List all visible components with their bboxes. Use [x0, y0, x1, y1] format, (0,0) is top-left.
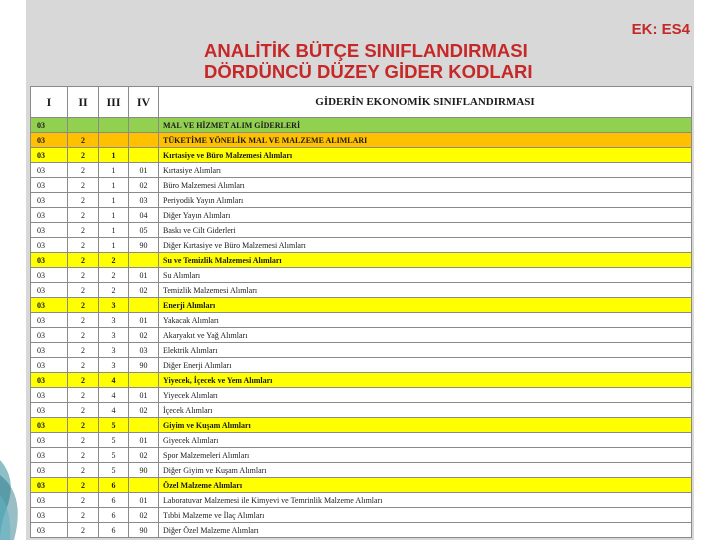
cell-description: Tıbbi Malzeme ve İlaç Alımları [159, 508, 692, 523]
table-row [31, 358, 692, 373]
cell-level-2-code: 2 [68, 148, 99, 163]
cell-level-4-code [129, 118, 159, 133]
table-row [31, 388, 692, 403]
cell-level-2-code: 2 [68, 133, 99, 148]
table-row [31, 403, 692, 418]
cell-level-1-code: 03 [31, 238, 68, 253]
cell-level-4-code [129, 298, 159, 313]
cell-level-1-code: 03 [31, 193, 68, 208]
table-header-row [31, 87, 692, 118]
table-row [31, 208, 692, 223]
cell-level-2-code: 2 [68, 493, 99, 508]
cell-level-2-code: 2 [68, 478, 99, 493]
cell-level-3-code: 6 [99, 508, 129, 523]
table-row [31, 178, 692, 193]
header-level-4: IV [129, 87, 159, 118]
cell-level-4-code: 90 [129, 358, 159, 373]
cell-description: Akaryakıt ve Yağ Alımları [159, 328, 692, 343]
cell-description: Kırtasiye ve Büro Malzemesi Alımları [159, 148, 692, 163]
cell-level-2-code: 2 [68, 418, 99, 433]
cell-level-1-code: 03 [31, 463, 68, 478]
table-row [31, 163, 692, 178]
table-row [31, 253, 692, 268]
cell-level-4-code: 90 [129, 463, 159, 478]
cell-level-2-code: 2 [68, 253, 99, 268]
cell-level-4-code: 01 [129, 433, 159, 448]
cell-level-2-code: 2 [68, 343, 99, 358]
cell-level-3-code: 1 [99, 208, 129, 223]
cell-level-4-code: 03 [129, 193, 159, 208]
cell-level-1-code: 03 [31, 523, 68, 538]
table-row [31, 238, 692, 253]
cell-level-4-code: 01 [129, 493, 159, 508]
cell-level-2-code: 2 [68, 268, 99, 283]
cell-level-4-code [129, 373, 159, 388]
cell-level-3-code: 4 [99, 403, 129, 418]
cell-level-2-code: 2 [68, 328, 99, 343]
cell-level-2-code: 2 [68, 163, 99, 178]
cell-description: Su Alımları [159, 268, 692, 283]
cell-level-2-code: 2 [68, 313, 99, 328]
annex-tag: EK: ES4 [631, 21, 690, 38]
table-row [31, 373, 692, 388]
cell-level-1-code: 03 [31, 508, 68, 523]
header-level-3: III [99, 87, 129, 118]
table-row [31, 298, 692, 313]
cell-level-1-code: 03 [31, 268, 68, 283]
page-title-line1: ANALİTİK BÜTÇE SINIFLANDIRMASI [204, 40, 528, 61]
table-row [31, 478, 692, 493]
cell-level-2-code: 2 [68, 223, 99, 238]
cell-level-2-code: 2 [68, 298, 99, 313]
cell-level-3-code: 3 [99, 328, 129, 343]
table-row [31, 118, 692, 133]
table-row [31, 223, 692, 238]
cell-level-3-code: 5 [99, 448, 129, 463]
cell-level-1-code: 03 [31, 178, 68, 193]
cell-level-1-code: 03 [31, 208, 68, 223]
cell-description: Elektrik Alımları [159, 343, 692, 358]
cell-level-2-code: 2 [68, 523, 99, 538]
cell-description: Diğer Enerji Alımları [159, 358, 692, 373]
cell-level-3-code [99, 118, 129, 133]
cell-level-1-code: 03 [31, 223, 68, 238]
cell-level-4-code: 02 [129, 283, 159, 298]
cell-level-4-code [129, 478, 159, 493]
cell-level-2-code: 2 [68, 178, 99, 193]
cell-level-3-code: 5 [99, 418, 129, 433]
table-row [31, 148, 692, 163]
cell-level-4-code: 01 [129, 268, 159, 283]
cell-level-3-code: 2 [99, 253, 129, 268]
cell-level-1-code: 03 [31, 163, 68, 178]
cell-level-4-code [129, 418, 159, 433]
cell-level-1-code: 03 [31, 148, 68, 163]
cell-description: Yiyecek, İçecek ve Yem Alımları [159, 373, 692, 388]
table-row [31, 508, 692, 523]
cell-level-1-code: 03 [31, 433, 68, 448]
cell-level-4-code [129, 133, 159, 148]
cell-description: Enerji Alımları [159, 298, 692, 313]
page-title [204, 40, 564, 82]
table-row [31, 343, 692, 358]
cell-level-3-code [99, 133, 129, 148]
cell-level-1-code: 03 [31, 298, 68, 313]
cell-level-3-code: 6 [99, 523, 129, 538]
cell-description: Su ve Temizlik Malzemesi Alımları [159, 253, 692, 268]
cell-level-3-code: 5 [99, 463, 129, 478]
cell-level-4-code: 02 [129, 448, 159, 463]
cell-level-4-code: 90 [129, 238, 159, 253]
cell-description: Yakacak Alımları [159, 313, 692, 328]
cell-description: Periyodik Yayın Alımları [159, 193, 692, 208]
cell-description: Diğer Yayın Alımları [159, 208, 692, 223]
cell-level-2-code: 2 [68, 208, 99, 223]
cell-level-3-code: 4 [99, 388, 129, 403]
cell-level-1-code: 03 [31, 328, 68, 343]
cell-level-4-code [129, 253, 159, 268]
cell-level-3-code: 5 [99, 433, 129, 448]
cell-level-1-code: 03 [31, 133, 68, 148]
cell-description: Diğer Kırtasiye ve Büro Malzemesi Alımları [159, 238, 692, 253]
cell-level-1-code: 03 [31, 403, 68, 418]
cell-level-4-code: 01 [129, 163, 159, 178]
cell-level-2-code: 2 [68, 238, 99, 253]
expense-code-table-container [30, 86, 691, 538]
cell-description: Diğer Giyim ve Kuşam Alımları [159, 463, 692, 478]
table-row [31, 313, 692, 328]
cell-description: Laboratuvar Malzemesi ile Kimyevi ve Temrinlik Malzeme Alımları [159, 493, 692, 508]
cell-level-2-code: 2 [68, 433, 99, 448]
cell-level-2-code [68, 118, 99, 133]
cell-level-3-code: 1 [99, 163, 129, 178]
cell-level-3-code: 1 [99, 223, 129, 238]
cell-level-4-code: 02 [129, 178, 159, 193]
table-row [31, 523, 692, 538]
cell-description: Büro Malzemesi Alımları [159, 178, 692, 193]
cell-description: Diğer Özel Malzeme Alımları [159, 523, 692, 538]
cell-level-4-code: 03 [129, 343, 159, 358]
table-row [31, 328, 692, 343]
cell-level-3-code: 1 [99, 193, 129, 208]
cell-description: Kırtasiye Alımları [159, 163, 692, 178]
cell-level-4-code: 02 [129, 508, 159, 523]
cell-level-4-code: 02 [129, 403, 159, 418]
cell-level-1-code: 03 [31, 118, 68, 133]
cell-description: TÜKETİME YÖNELİK MAL VE MALZEME ALIMLARI [159, 133, 692, 148]
cell-level-4-code: 04 [129, 208, 159, 223]
cell-level-2-code: 2 [68, 358, 99, 373]
cell-description: Özel Malzeme Alımları [159, 478, 692, 493]
table-row [31, 133, 692, 148]
expense-code-table [30, 86, 692, 538]
cell-level-2-code: 2 [68, 508, 99, 523]
cell-level-1-code: 03 [31, 418, 68, 433]
cell-level-3-code: 1 [99, 148, 129, 163]
cell-level-2-code: 2 [68, 373, 99, 388]
cell-level-1-code: 03 [31, 283, 68, 298]
cell-level-4-code: 01 [129, 313, 159, 328]
cell-description: Spor Malzemeleri Alımları [159, 448, 692, 463]
cell-level-1-code: 03 [31, 253, 68, 268]
cell-level-1-code: 03 [31, 388, 68, 403]
cell-level-2-code: 2 [68, 193, 99, 208]
cell-level-2-code: 2 [68, 403, 99, 418]
cell-level-1-code: 03 [31, 478, 68, 493]
cell-level-3-code: 6 [99, 478, 129, 493]
table-body [31, 118, 692, 538]
cell-description: MAL VE HİZMET ALIM GİDERLERİ [159, 118, 692, 133]
cell-level-4-code: 05 [129, 223, 159, 238]
cell-description: İçecek Alımları [159, 403, 692, 418]
table-row [31, 448, 692, 463]
cell-level-4-code: 02 [129, 328, 159, 343]
table-row [31, 268, 692, 283]
cell-level-2-code: 2 [68, 388, 99, 403]
cell-level-4-code: 90 [129, 523, 159, 538]
cell-level-4-code [129, 148, 159, 163]
cell-description: Giyim ve Kuşam Alımları [159, 418, 692, 433]
header-level-2: II [68, 87, 99, 118]
cell-description: Temizlik Malzemesi Alımları [159, 283, 692, 298]
page-title-line2: DÖRDÜNCÜ DÜZEY GİDER KODLARI [204, 61, 533, 82]
header-level-1: I [31, 87, 68, 118]
header-description: GİDERİN EKONOMİK SINIFLANDIRMASI [159, 87, 692, 118]
table-row [31, 283, 692, 298]
table-row [31, 418, 692, 433]
cell-level-1-code: 03 [31, 358, 68, 373]
cell-level-3-code: 3 [99, 313, 129, 328]
cell-level-3-code: 1 [99, 178, 129, 193]
cell-level-4-code: 01 [129, 388, 159, 403]
cell-level-1-code: 03 [31, 343, 68, 358]
cell-level-2-code: 2 [68, 463, 99, 478]
cell-description: Giyecek Alımları [159, 433, 692, 448]
cell-level-1-code: 03 [31, 493, 68, 508]
cell-description: Yiyecek Alımları [159, 388, 692, 403]
cell-level-3-code: 4 [99, 373, 129, 388]
cell-level-1-code: 03 [31, 448, 68, 463]
cell-level-2-code: 2 [68, 283, 99, 298]
cell-level-3-code: 2 [99, 283, 129, 298]
cell-level-3-code: 3 [99, 358, 129, 373]
cell-level-3-code: 3 [99, 298, 129, 313]
cell-description: Baskı ve Cilt Giderleri [159, 223, 692, 238]
cell-level-2-code: 2 [68, 448, 99, 463]
cell-level-1-code: 03 [31, 313, 68, 328]
table-row [31, 463, 692, 478]
table-row [31, 193, 692, 208]
cell-level-3-code: 3 [99, 343, 129, 358]
cell-level-1-code: 03 [31, 373, 68, 388]
cell-level-3-code: 2 [99, 268, 129, 283]
cell-level-3-code: 1 [99, 238, 129, 253]
cell-level-3-code: 6 [99, 493, 129, 508]
table-row [31, 493, 692, 508]
table-row [31, 433, 692, 448]
